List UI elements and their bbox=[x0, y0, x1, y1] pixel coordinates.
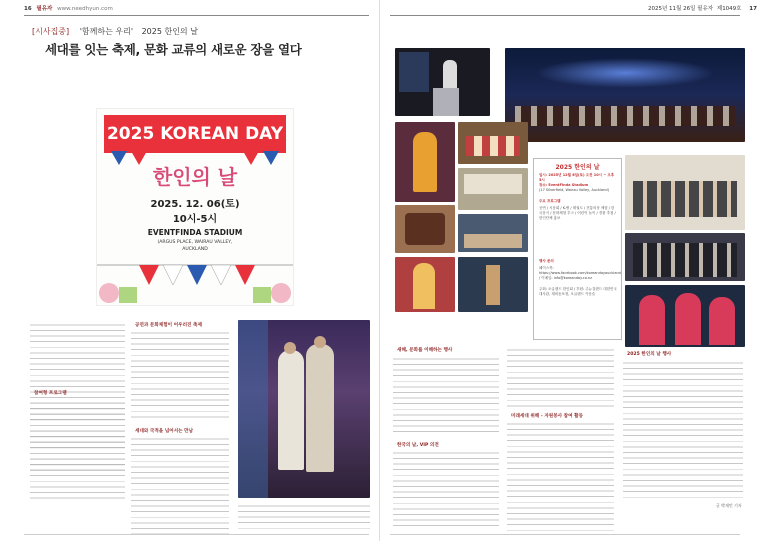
right-col2-text bbox=[507, 347, 614, 407]
right-issue: 제1049호 bbox=[716, 6, 742, 12]
right-date: 2025년 11월 26일 필유자 bbox=[648, 6, 714, 12]
squid-game-costume-photo bbox=[625, 285, 745, 347]
performer-photo bbox=[395, 122, 455, 202]
gallery-visitors-photo bbox=[458, 168, 528, 210]
hanbok-couple-photo bbox=[238, 320, 370, 498]
kicker-quote: '함께하는 우리' bbox=[79, 27, 134, 36]
cultural-item-photo bbox=[395, 205, 455, 253]
drum-performance-photo bbox=[458, 122, 528, 164]
left-col2-text bbox=[131, 330, 229, 418]
infobox-date: 일시: 2025년 12월 6일(토) 오전 10시 ~ 오후 5시 bbox=[539, 173, 615, 182]
right-header-rule bbox=[390, 15, 740, 16]
poster-banner: 2025 KOREAN DAY bbox=[104, 115, 286, 153]
subhead-generations: 세대와 국적을 넘어서는 만남 bbox=[135, 429, 194, 434]
subhead-vip: 한국의 날, VIP 의전 bbox=[397, 443, 439, 448]
left-brand: 필유자 bbox=[36, 6, 53, 12]
infobox-support-body: 주최: 오클랜드 한인회 / 후원: 주뉴질랜드 대한민국 대사관, 재외동포청, 오클랜드 카운슬 bbox=[539, 287, 617, 296]
hanbok-dancer-photo bbox=[395, 257, 455, 312]
left-page-header bbox=[24, 4, 113, 12]
right-col2-text2 bbox=[507, 421, 614, 531]
right-col1-text2 bbox=[393, 450, 499, 530]
group-photo-indoor bbox=[625, 155, 745, 230]
infobox-title: 2025 한인의 날 bbox=[555, 164, 600, 171]
kicker-bracket: [시사집중] bbox=[32, 27, 70, 36]
poster-date: 2025. 12. 06(토) bbox=[150, 199, 240, 210]
subhead-event: 2025 한인의 날 행사 bbox=[627, 352, 672, 357]
article-kicker bbox=[32, 26, 198, 37]
korean-day-poster bbox=[96, 108, 294, 306]
speaker-podium-photo bbox=[395, 48, 490, 116]
infobox-venue: 장소: EventFinda Stadium bbox=[539, 183, 589, 187]
article-byline: 글 박재민 기자 bbox=[716, 503, 742, 508]
left-col2-text2 bbox=[131, 436, 229, 534]
poster-address bbox=[107, 240, 283, 253]
right-page-header bbox=[648, 4, 757, 12]
right-footer-rule bbox=[390, 534, 740, 535]
left-header-rule bbox=[24, 15, 369, 16]
article-headline: 세대를 잇는 축제, 문화 교류의 새로운 장을 열다 bbox=[45, 42, 302, 57]
poster-time: 10시-5시 bbox=[172, 214, 218, 225]
left-url: www.needhyun.com bbox=[57, 6, 113, 12]
right-col1-text bbox=[393, 356, 499, 436]
infobox-program-title: 주요 프로그램 bbox=[539, 199, 561, 203]
left-footer-rule bbox=[24, 534, 369, 535]
dignitaries-photo bbox=[625, 233, 745, 281]
infobox-program-body: 공연 / 시음회 / K-팝 / 태권도 / 전통의상 체험 / 한국음식 / 문화체험 부스 / 어린이 놀이 / 경품 추첨 / 한인단체 홍보 bbox=[539, 206, 616, 220]
infobox-venue-sub: (17 Silverfield, Wairau Valley, Auckland) bbox=[539, 188, 609, 192]
poster-korean-title: 한인의 날 bbox=[152, 165, 238, 189]
poster-venue: EVENTFINDA STADIUM bbox=[147, 228, 243, 237]
orchestra-stage-photo bbox=[505, 48, 745, 142]
stage-audience-photo bbox=[458, 214, 528, 252]
left-col1-text2 bbox=[30, 400, 125, 500]
poster-address-line2: AUCKLAND bbox=[182, 246, 208, 252]
poster-address-line1: (ARGUS PLACE, WAIRAU VALLEY, bbox=[157, 240, 233, 245]
infobox-contact-title: 행사 문의 bbox=[539, 259, 554, 263]
infobox-contact-body: 페이스북: https://www.facebook.com/koreandayauckland / 이메일: info@koreanday.co.nz bbox=[539, 266, 621, 280]
right-page-number: 17 bbox=[749, 6, 757, 12]
bunting-bottom-decoration bbox=[97, 259, 293, 305]
subhead-volunteer: 미래세대 위해 - 자원봉사 참여 활동 bbox=[511, 414, 584, 419]
subhead-exchange: 참여형 프로그램 bbox=[34, 391, 67, 396]
event-info-box bbox=[533, 158, 622, 340]
page-gutter bbox=[379, 0, 380, 541]
left-col3-text bbox=[238, 503, 370, 533]
subhead-understanding: 새해, 문화를 이해하는 행사 bbox=[397, 348, 453, 353]
subhead-performance: 공연과 문화체험이 어우러진 축제 bbox=[135, 323, 202, 328]
left-page-number: 16 bbox=[24, 6, 32, 12]
right-col3-text bbox=[623, 360, 743, 498]
dancer-pose-photo bbox=[458, 257, 528, 312]
kicker-title: 2025 한인의 날 bbox=[141, 27, 198, 36]
